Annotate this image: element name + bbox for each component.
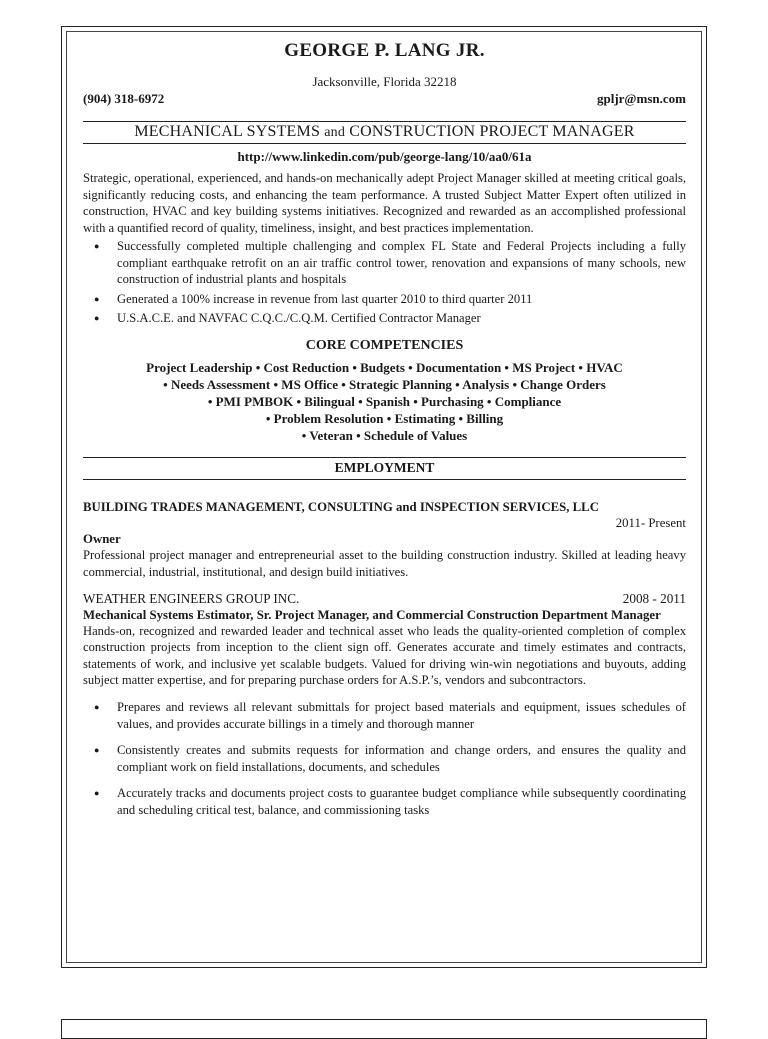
next-page-border: [61, 1019, 707, 1039]
core-competencies-list: [83, 359, 686, 444]
job-description: Hands-on, recognized and rewarded leader and technical asset who leads the quality-oriented completion of complex construction projects from inception to the client sign off. Generates accurate and timely estimates and contracts, statements of work, and inclusive yet scalable budgets. Valued for driving win-win negotiations and buyouts, adding subject matter expertise, and for preparing purchase orders for A.S.P.’s, vendors and subcontractors.: [83, 623, 686, 688]
linkedin-url[interactable]: http://www.linkedin.com/pub/george-lang/10/aa0/61a: [237, 149, 532, 164]
job-dates: 2011- Present: [615, 516, 686, 531]
job-dates: 2008 - 2011: [622, 590, 686, 606]
list-item: ● Generated a 100% increase in revenue from last quarter 2010 to third quarter 2011: [83, 291, 686, 307]
company-name: WEATHER ENGINEERS GROUP INC.: [83, 590, 300, 606]
title-and: and: [324, 125, 346, 140]
core-competencies-heading: CORE COMPETENCIES: [305, 338, 464, 354]
job-description: Professional project manager and entrepreneurial asset to the building construction industry. Skilled at leading heavy commercial, industrial, institutional, and design build initiatives.: [83, 548, 686, 579]
list-item: ● U.S.A.C.E. and NAVFAC C.Q.C./C.Q.M. Certified Contractor Manager: [83, 310, 686, 326]
list-item: ● Prepares and reviews all relevant submittals for project based materials and equipment, issues schedules of values, and provides accurate billings in a timely and thorough manner: [83, 699, 686, 732]
competency-line: • Veteran • Schedule of Values: [301, 428, 468, 444]
job-role: Owner: [83, 532, 121, 547]
company-name-part2: INSPECTION SERVICES, LLC: [416, 500, 599, 515]
contact-row: [83, 91, 686, 107]
list-item: ● Successfully completed multiple challenging and complex FL State and Federal Projects including a fully compliant earthquake retrofit on an air traffic control tower, renovation and expansions of many schools, new construction of industrial plants and hospitals: [83, 238, 686, 287]
employment-heading: EMPLOYMENT: [83, 457, 686, 480]
competency-line: Project Leadership • Cost Reduction • Budgets • Documentation • MS Project • HVAC: [146, 360, 623, 376]
highlights-list: [83, 238, 686, 326]
list-item: ● Accurately tracks and documents project costs to guarantee budget compliance while subsequently coordinating and scheduling critical test, balance, and commissioning tasks: [83, 785, 686, 818]
job-bullets: [83, 699, 686, 819]
candidate-address: Jacksonville, Florida 32218: [312, 74, 457, 89]
competency-line: • Problem Resolution • Estimating • Billing: [265, 411, 504, 427]
company-row: [83, 591, 686, 607]
job-role: Mechanical Systems Estimator, Sr. Project Manager, and Commercial Construction Department Manager: [83, 607, 661, 622]
candidate-name: GEORGE P. LANG JR.: [284, 40, 485, 61]
list-item: ● Consistently creates and submits requests for information and change orders, and ensures the quality and compliant work on field installations, documents, and schedules: [83, 742, 686, 775]
company-name-and: and: [396, 500, 417, 515]
title-part2: CONSTRUCTION PROJECT MANAGER: [345, 123, 635, 140]
phone-number: (904) 318-6972: [83, 91, 165, 106]
company-name: [83, 500, 686, 515]
professional-title: [83, 121, 686, 144]
competency-line: • PMI PMBOK • Bilingual • Spanish • Purchasing • Compliance: [207, 394, 562, 410]
email-address[interactable]: gpljr@msn.com: [596, 91, 686, 106]
resume-page: [83, 40, 686, 829]
company-name-part1: BUILDING TRADES MANAGEMENT, CONSULTING: [83, 500, 396, 515]
competency-line: • Needs Assessment • MS Office • Strategic Planning • Analysis • Change Orders: [163, 377, 606, 393]
summary-paragraph: Strategic, operational, experienced, and hands-on mechanically adept Project Manager skilled at meeting critical goals, significantly reducing costs, and enhancing the team performance. A trusted Subject Matter Expert often utilized in construction, HVAC and key building systems initiatives. Recognized and rewarded as an accomplished professional with a quantified record of quality, timeliness, insight, and best practices implementation.: [83, 171, 686, 235]
title-part1: MECHANICAL SYSTEMS: [134, 123, 325, 140]
